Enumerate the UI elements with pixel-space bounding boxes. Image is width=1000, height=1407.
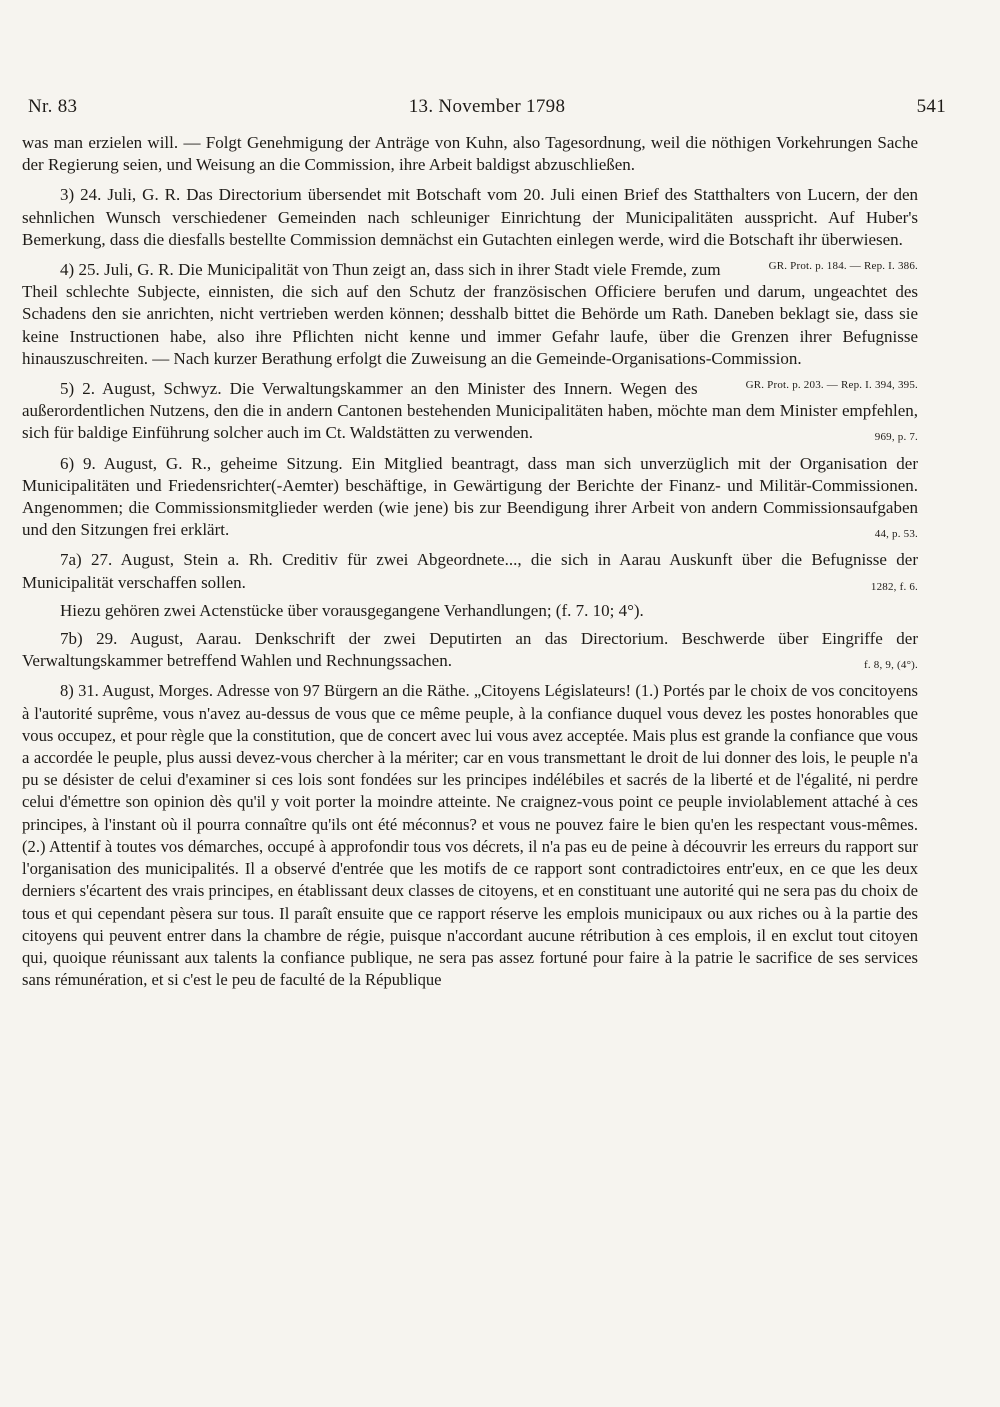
source-reference: 969, p. 7.	[874, 431, 918, 444]
source-reference: 44, p. 53.	[874, 528, 918, 541]
paragraph-text: 7a) 27. August, Stein a. Rh. Creditiv für zwei Abgeordnete..., die sich in Aarau Auskunft über die Befugnisse der Municipalität verschaffen sollen.	[22, 550, 918, 592]
entry-7a-note	[22, 600, 918, 622]
document-body	[22, 132, 918, 999]
source-reference: 1282, f. 6.	[870, 580, 918, 593]
paragraph-text: 7b) 29. August, Aarau. Denkschrift der zwei Deputirten an das Directorium. Beschwerde über Eingriffe der Verwaltungskammer betreffend Wahlen und Rechnungssachen.	[22, 629, 918, 671]
paragraph-continuation	[22, 132, 918, 176]
header-date: 13. November 1798	[408, 96, 566, 117]
paragraph-text: 5) 2. August, Schwyz. Die Verwaltungskammer an den Minister des Innern. Wegen des außerordentlichen Nutzens, den die in andern Cantonen bestehenden Municipalitäten haben, möchte man dem Minister empfehlen, sich für baldige Einführung solcher auch im Ct. Waldstätten zu verwenden.	[22, 379, 918, 443]
page-number: 541	[916, 96, 946, 117]
source-reference: f. 8, 9, (4°).	[864, 659, 918, 672]
paragraph-text: 4) 25. Juli, G. R. Die Municipalität von Thun zeigt an, dass sich in ihrer Stadt viele Fremde, zum Theil schlechte Subjecte, einnisten, die sich auf den Schutz der französischen Officiere berufen und darum, ungeachtet des Schadens den sie anrichten, nicht vertrieben werden können; desshalb bittet die Behörde um Rath. Daneben beklagt sie, dass sie keine Instructionen habe, also ihre Pflichten nicht kenne und immer Gefahr laufe, über die Grenzen ihrer Befugnisse hinauszuschreiten. — Nach kurzer Berathung erfolgt die Zuweisung an die Gemeinde-Organisations-Commission.	[22, 260, 918, 368]
paragraph-text: 6) 9. August, G. R., geheime Sitzung. Ein Mitglied beantragt, dass man sich unverzüglich mit der Organisation der Municipalitäten und Friedensrichter(-Aemter) beschäftige, in Gewärtigung der Berichte der Finanz- und Militär-Commissionen. Angenommen; die Commissionsmitglieder werden (wie jene) bis zur Beendigung ihrer Arbeit von andern Commissionsaufgaben und den Sitzungen frei erklärt.	[22, 453, 918, 540]
entry-7a	[22, 549, 918, 593]
source-reference: GR. Prot. p. 203. — Rep. I. 394, 395.	[745, 379, 918, 392]
document-number: Nr. 83	[28, 96, 78, 117]
running-head	[28, 96, 946, 126]
paragraph-text: 8) 31. August, Morges. Adresse von 97 Bürgern an die Räthe. „Citoyens Législateurs! (1.) Portés par le choix de vos concitoyens à l'autorité suprême, vous n'avez au-dessus de vous que ce même peuple, à la confiance duquel vous devez les postes honorables que vous occupez, et pour règle que la constitution, que de concert avec lui vous avez acceptée. Mais plus est grande la confiance que vous a accordée le peuple, plus aussi devez-vous chercher à la mériter; car en vous transmettant le droit de lui donner des lois, le peuple n'a pu se désister de celui d'examiner si ces lois sont fondées sur les principes indélébiles et sacrés de la liberté et de l'égalité, ni perdre celui d'émettre son opinion dès qu'il y voit porter la moindre atteinte. Ne craignez-vous point ce peuple inviolablement attaché à ces principes, à l'instant où il pourra connaître qu'ils ont été méconnus? et vous ne pouvez faire le bien qu'en les respectant vous-mêmes. (2.) Attentif à toutes vos démarches, occupé à approfondir tous vos décrets, il n'a pas eu de peine à découvrir les erreurs du rapport sur l'organisation des municipalités. Il a observé d'entrée que les motifs de ce rapport sont contradictoires entr'eux, en ce que les deux derniers s'écartent des vrais principes, en établissant deux classes de citoyens, et en constituant une autorité qui ne sera pas du choix de tous et qui cependant pèsera sur tous. Il paraît ensuite que ce rapport réserve les emplois municipaux ou aux riches ou à la partie des citoyens qui peuvent entrer dans la chambre de régie, puisque n'accordant aucune rétribution à ces emplois, il en exclut tout citoyen qui, quoique réunissant aux talents la confiance publique, ne sera pas assez fortuné pour faire à la patrie le sacrifice de ses services sans rémunération, et si c'est le peu de faculté de la République	[22, 681, 918, 990]
paragraph-text: Hiezu gehören zwei Actenstücke über vorausgegangene Verhandlungen; (f. 7. 10; 4°).	[60, 600, 644, 620]
entry-3	[22, 184, 918, 273]
paragraph-text: 3) 24. Juli, G. R. Das Directorium übersendet mit Botschaft vom 20. Juli einen Brief des Statthalters von Lucern, der den sehnlichen Wunsch verschiedener Gemeinden nach schleuniger Einrichtung der Municipalitäten ausspricht. Auf Huber's Bemerkung, dass die diesfalls bestellte Commission demnächst ein Gutachten einlegen werde, wird die Botschaft ihr überwiesen.	[22, 185, 918, 249]
paragraph-text: was man erzielen will. — Folgt Genehmigung der Anträge von Kuhn, also Tagesordnung, weil die nöthigen Vorkehrungen Sache der Regierung seien, und Weisung an die Commission, ihre Arbeit baldigst abzuschließen.	[22, 133, 918, 175]
source-reference: GR. Prot. p. 184. — Rep. I. 386.	[768, 260, 918, 273]
entry-7b	[22, 628, 918, 672]
entry-6	[22, 453, 918, 542]
entry-8	[22, 680, 918, 991]
